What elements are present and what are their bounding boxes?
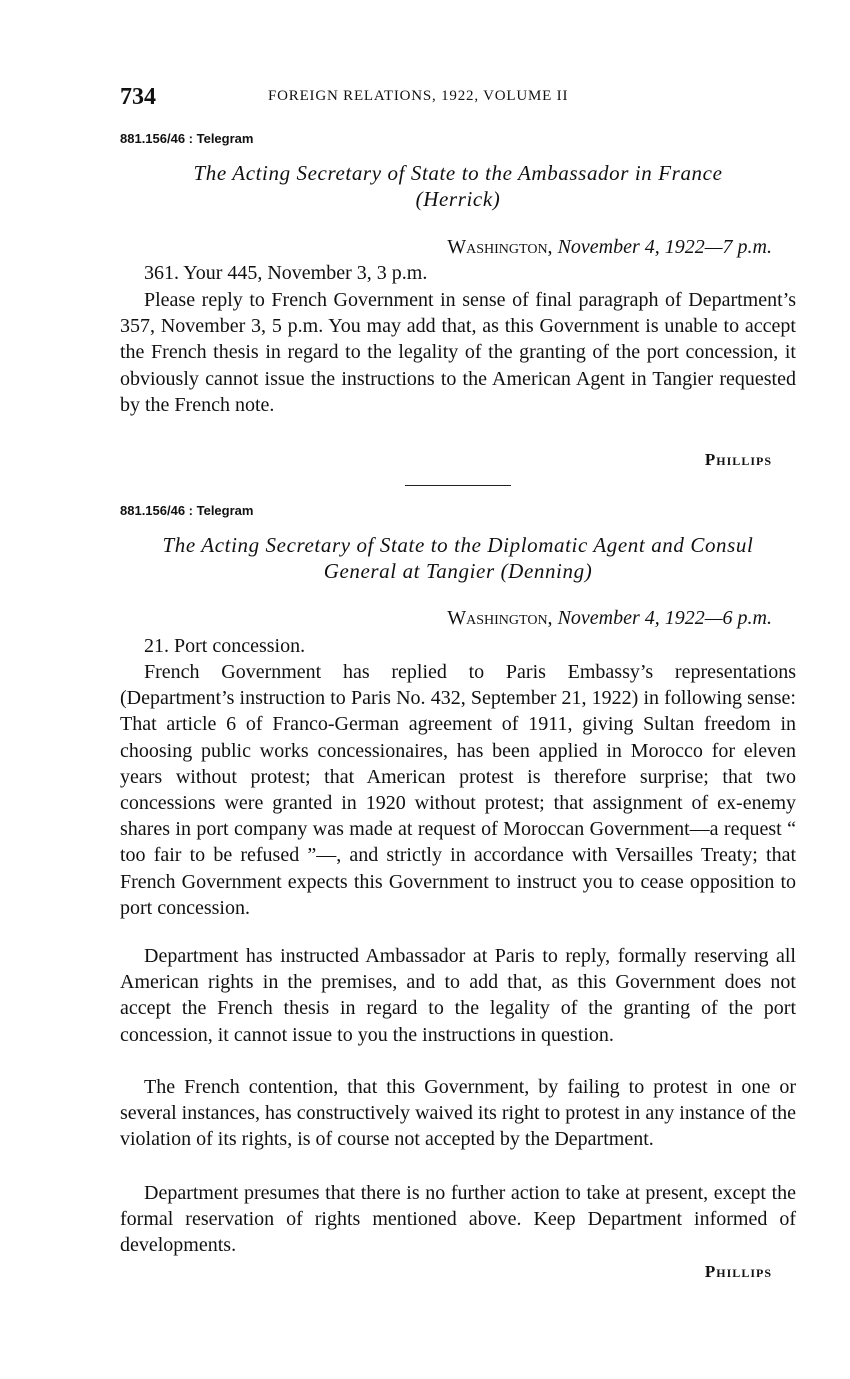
running-title: FOREIGN RELATIONS, 1922, VOLUME II	[268, 88, 569, 104]
paragraph: The French contention, that this Government, by failing to protest in one or several instances, has constructively waived its right to protest in any instance of the violation of its rights, is of course not accepted by the Department.	[120, 1076, 796, 1151]
document-heading-line2: (Herrick)	[415, 187, 501, 211]
signature: Phillips	[704, 450, 772, 469]
dateline-place: Washington,	[447, 607, 553, 629]
running-head	[120, 84, 796, 114]
dateline-place: Washington,	[447, 236, 553, 258]
paragraph: Please reply to French Government in sense of final paragraph of Department’s 357, November 3, 5 p.m. You may add that, as this Government is unable to accept the French thesis in regard to the legality of the granting of the port concession, it obviously cannot issue the instructions to the American Agent in Tangier requested by the French note.	[120, 289, 796, 416]
section-divider	[405, 485, 511, 486]
paragraph: French Government has replied to Paris Embassy’s representations (Department’s instruction to Paris No. 432, September 21, 1922) in following sense: That article 6 of Franco-German agreement of 1911, giving Sultan freedom in choosing public works concessionaires, has been applied in Morocco for eleven years without protest; that American protest is therefore surprise; that two concessions were granted in 1920 without protest; that assignment of ex-enemy shares in port company was made at request of Moroccan Government—a request “ too fair to be refused ”—, and strictly in accordance with Versailles Treaty; that French Government expects this Government to instruct you to cease opposition to port concession.	[120, 661, 796, 919]
document-heading-line2: General at Tangier (Denning)	[323, 559, 593, 583]
signature: Phillips	[704, 1262, 772, 1281]
paragraph: 361. Your 445, November 3, 3 p.m.	[144, 262, 428, 284]
document-heading-line1: The Acting Secretary of State to the Diplomatic Agent and Consul	[162, 533, 754, 557]
dateline-date: November 4, 1922—7 p.m.	[557, 236, 772, 258]
document-heading-line1: The Acting Secretary of State to the Ambassador in France	[193, 161, 723, 185]
dateline	[447, 607, 772, 630]
file-reference: 881.156/46 : Telegram	[120, 503, 254, 518]
dateline-date: November 4, 1922—6 p.m.	[557, 607, 772, 629]
file-reference: 881.156/46 : Telegram	[120, 131, 254, 146]
page-number: 734	[120, 84, 156, 110]
paragraph: Department has instructed Ambassador at Paris to reply, formally reserving all American rights in the premises, and to add that, as this Government does not accept the French thesis in regard to the legality of the granting of the port concession, it cannot issue to you the instructions in question.	[120, 945, 796, 1046]
paragraph: 21. Port concession.	[144, 635, 306, 657]
paragraph: Department presumes that there is no further action to take at present, except the formal reservation of rights mentioned above. Keep Department informed of developments.	[120, 1182, 796, 1257]
dateline	[447, 236, 772, 259]
